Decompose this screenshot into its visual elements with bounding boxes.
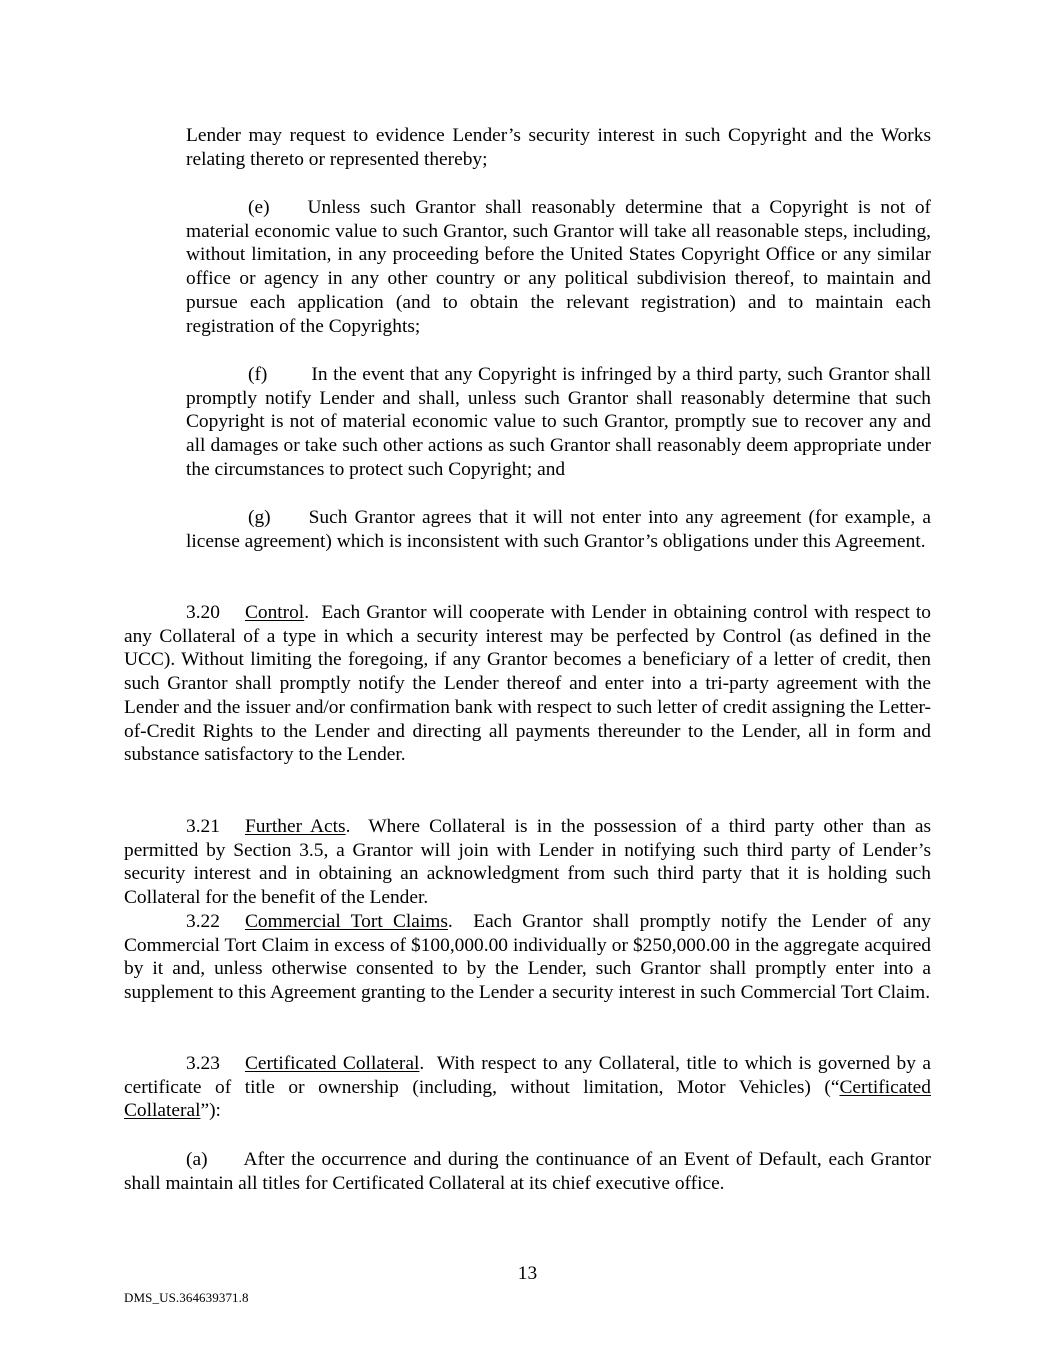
section-3-21-heading: Further Acts <box>244 816 346 837</box>
continuation-paragraph: Lender may request to evidence Lender’s security interest in such Copyright and the Works relating thereto or represented thereby; <box>186 125 931 170</box>
page-number: 13 <box>517 1263 538 1284</box>
item-f-text: In the event that any Copyright is infringed by a third party, such Grantor shall promptly notify Lender and shall, unless such Grantor shall reasonably determine that such Copyright is not of material economic value to such Grantor, promptly sue to recover any and all damages or take such other actions as such Grantor shall reasonably deem appropriate under the circumstances to protect such Copyright; and <box>186 364 931 480</box>
item-a-label: (a) <box>186 1149 208 1170</box>
section-3-23-number: 3.23 <box>186 1053 220 1074</box>
section-3-20: 3.20 Control. Each Grantor will cooperate with Lender in obtaining control with respect to any Collateral of a type in which a security interest may be perfected by Control (as defined in the UCC). Without limiting the foregoing, if any Grantor becomes a beneficiary of a letter of credit, then such Grantor shall promptly notify the Lender thereof and enter into a tri-party agreement with the Lender and the issuer and/or confirmation bank with respect to such letter of credit assigning the Letter-of-Credit Rights to the Lender and directing all payments thereunder to the Lender, all in form and substance satisfactory to the Lender. <box>124 602 931 766</box>
section-3-21: 3.21 Further Acts. Where Collateral is in the possession of a third party other than as permitted by Section 3.5, a Grantor will join with Lender in notifying such third party of Lender’s security interest and in obtaining an acknowledgment from such third party that it is holding such Collateral for the benefit of the Lender. <box>124 816 932 909</box>
section-3-22: 3.22 Commercial Tort Claims. Each Grantor shall promptly notify the Lender of any Commercial Tort Claim in excess of $100,000.00 individually or $250,000.00 in the aggregate acquired by it and, unless otherwise consented to by the Lender, such Grantor shall promptly enter into a supplement to this Agreement granting to the Lender a security interest in such Commercial Tort Claim. <box>124 911 931 1004</box>
item-a-paragraph <box>124 1148 931 1195</box>
item-f-paragraph <box>186 363 931 482</box>
item-g-text: Such Grantor agrees that it will not enter into any agreement (for example, a license agreement) which is inconsistent with such Grantor’s obligations under this Agreement. <box>186 507 931 552</box>
section-3-23-text-after: ”): <box>200 1100 221 1122</box>
section-3-22-text: Each Grantor shall promptly notify the Lender of any Commercial Tort Claim in excess of $100,000.00 individually or $250,000.00 in the aggregate acquired by it and, unless otherwise consented to by the Lender, such Grantor shall promptly enter into a supplement to this Agreement granting to the Lender a security interest in such Commercial Tort Claim. <box>124 911 931 1004</box>
section-3-20-text: Each Grantor will cooperate with Lender in obtaining control with respect to any Collateral of a type in which a security interest may be perfected by Control (as defined in the UCC). Without limiting the foregoing, if any Grantor becomes a beneficiary of a letter of credit, then such Grantor shall promptly notify the Lender thereof and enter into a tri-party agreement with the Lender and the issuer and/or confirmation bank with respect to such letter of credit assigning the Letter-of-Credit Rights to the Lender and directing all payments thereunder to the Lender, all in form and substance satisfactory to the Lender. <box>124 602 931 766</box>
item-e-label: (e) <box>248 197 270 218</box>
item-e-text: Unless such Grantor shall reasonably determine that a Copyright is not of material economic value to such Grantor, such Grantor will take all reasonable steps, including, without limitation, in any proceeding before the United States Copyright Office or any similar office or agency in any other country or any political subdivision thereof, to maintain and pursue each application (and to obtain the relevant registration) and to maintain each registration of the Copyrights; <box>186 197 931 337</box>
item-e-paragraph <box>186 196 931 338</box>
section-3-20-heading: Control <box>244 602 305 623</box>
item-f-label: (f) <box>248 364 268 385</box>
section-3-23: 3.23 Certificated Collateral. With respect to any Collateral, title to which is governed by a certificate of title or ownership (including, without limitation, Motor Vehicles) (“Certificated Collateral”): <box>124 1053 932 1122</box>
section-3-20-number: 3.20 <box>186 602 220 623</box>
section-3-21-text: Where Collateral is in the possession of a third party other than as permitted by Section 3.5, a Grantor will join with Lender in notifying such third party of Lender’s security interest and in obtaining an acknowledgment from such third party that it is holding such Collateral for the benefit of the Lender. <box>124 816 932 909</box>
section-3-22-number: 3.22 <box>186 911 220 932</box>
section-3-23-text-before: With respect to any Collateral, title to which is governed by a certificate of title or ownership (including, without limitation, Motor Vehicles) (“ <box>124 1053 932 1098</box>
section-3-22-heading: Commercial Tort Claims <box>244 911 448 932</box>
section-3-21-number: 3.21 <box>186 816 220 837</box>
document-id: DMS_US.364639371.8 <box>124 1290 249 1305</box>
item-g-label: (g) <box>248 507 271 528</box>
item-g-paragraph <box>186 506 931 553</box>
section-3-23-defined-term: Certificated Collateral <box>124 1076 931 1122</box>
item-a-text: After the occurrence and during the continuance of an Event of Default, each Grantor shall maintain all titles for Certificated Collateral at its chief executive office. <box>124 1149 931 1194</box>
section-3-23-heading: Certificated Collateral <box>244 1053 420 1074</box>
